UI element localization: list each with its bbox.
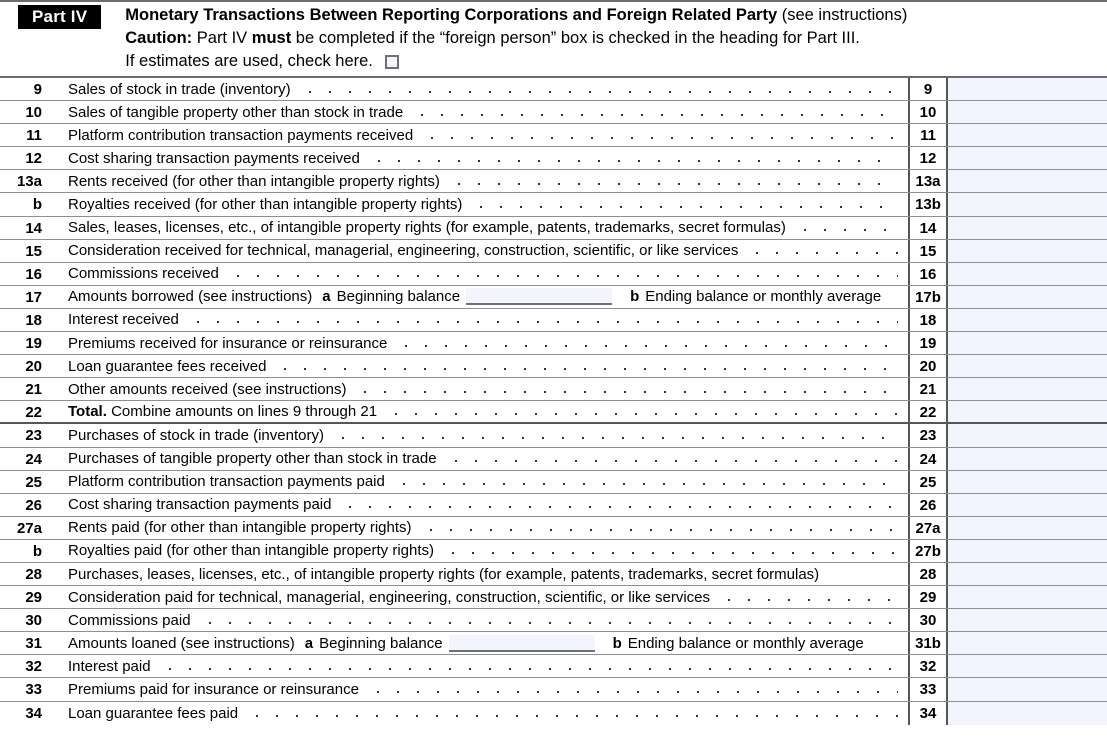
- leader-dots: [368, 680, 898, 699]
- line-number-box: 10: [908, 101, 948, 123]
- subfield-a-label: Beginning balance: [336, 288, 461, 306]
- leader-dots: [333, 426, 898, 445]
- table-row: [0, 309, 1107, 332]
- row-line-label: 22: [25, 404, 42, 422]
- row-line-label: 32: [25, 658, 42, 676]
- table-row: [0, 355, 1107, 378]
- row-line-label: 26: [25, 496, 42, 514]
- row-description-text: Purchases, leases, licenses, etc., of intangible property rights (for example, patents, trademarks, secret formulas): [68, 565, 820, 583]
- row-line-label: 9: [33, 81, 42, 98]
- line-number-box: 20: [908, 355, 948, 377]
- table-row: [0, 286, 1107, 309]
- row-description: [50, 609, 908, 631]
- amount-input[interactable]: [948, 286, 1107, 308]
- amount-input[interactable]: [948, 147, 1107, 169]
- leader-dots: [443, 541, 898, 560]
- line-number-box: 18: [908, 309, 948, 331]
- row-description-text: Interest received: [68, 311, 179, 329]
- leader-dots: [340, 495, 898, 514]
- row-line-label: 20: [25, 358, 42, 376]
- row-line-label: 28: [25, 565, 42, 583]
- table-row: [0, 563, 1107, 586]
- table-row: [0, 124, 1107, 147]
- row-description: [50, 448, 908, 470]
- leader-dots: [300, 80, 898, 99]
- table-row: [0, 424, 1107, 447]
- table-row: [0, 101, 1107, 124]
- leader-dots: [394, 472, 898, 491]
- line-number-box: 27b: [908, 540, 948, 562]
- row-description: [50, 494, 908, 516]
- row-description-text: Other amounts received (see instructions): [68, 380, 347, 398]
- table-row: [0, 332, 1107, 355]
- row-description: [50, 217, 908, 239]
- row-description: [50, 702, 908, 725]
- row-line-label: 11: [26, 127, 42, 145]
- row-description: [50, 517, 908, 539]
- row-line-label: 15: [25, 242, 42, 260]
- row-line-label: 10: [25, 104, 42, 122]
- table-row: [0, 217, 1107, 240]
- amount-input[interactable]: [948, 170, 1107, 192]
- line-number-box: 28: [908, 563, 948, 585]
- caution-line: [125, 27, 1097, 50]
- row-description-text: Commissions received: [68, 265, 219, 283]
- row-line-label: 29: [25, 589, 42, 607]
- estimates-label: If estimates are used, check here.: [125, 52, 373, 70]
- row-line-label: b: [32, 542, 42, 560]
- line-number-box: 21: [908, 378, 948, 400]
- amount-input[interactable]: [948, 378, 1107, 400]
- line-number-box: 17b: [908, 286, 948, 308]
- leader-dots: [188, 310, 898, 329]
- row-description: [50, 240, 908, 262]
- amount-input[interactable]: [948, 540, 1107, 562]
- row-description: [50, 355, 908, 377]
- row-line-label: 14: [25, 219, 42, 237]
- amount-input[interactable]: [948, 678, 1107, 700]
- row-description-text: Premiums received for insurance or reinsurance: [68, 334, 388, 352]
- row-line-label: 18: [25, 311, 42, 329]
- table-row: [0, 193, 1107, 216]
- beginning-balance-input[interactable]: [466, 288, 612, 305]
- amount-input[interactable]: [948, 702, 1107, 725]
- row-description: [50, 193, 908, 215]
- row-description: [50, 286, 908, 308]
- amount-input[interactable]: [948, 401, 1107, 422]
- row-description: [50, 401, 908, 422]
- line-number-box: 30: [908, 609, 948, 631]
- amount-input[interactable]: [948, 263, 1107, 285]
- row-description-text: Interest paid: [68, 657, 151, 675]
- row-description: [50, 263, 908, 285]
- row-line-label: 34: [25, 704, 42, 722]
- part-title-see-instructions: (see instructions): [777, 6, 908, 24]
- leader-dots: [160, 657, 898, 676]
- caution-must: must: [251, 29, 292, 47]
- leader-dots: [747, 241, 898, 260]
- amount-input[interactable]: [948, 632, 1107, 654]
- line-number-box: 11: [908, 124, 948, 146]
- row-description: [50, 586, 908, 608]
- row-description-text: Cost sharing transaction payments paid: [68, 496, 332, 514]
- line-number-box: 25: [908, 471, 948, 493]
- leader-dots: [396, 334, 898, 353]
- row-description: [50, 540, 908, 562]
- row-line-label: 25: [25, 473, 42, 491]
- table-row: [0, 517, 1107, 540]
- line-number-box: 13a: [908, 170, 948, 192]
- amount-input[interactable]: [948, 563, 1107, 585]
- table-row: [0, 678, 1107, 701]
- row-line-label: 19: [25, 335, 42, 353]
- line-number-box: 27a: [908, 517, 948, 539]
- amount-input[interactable]: [948, 424, 1107, 446]
- row-line-label: 13a: [16, 173, 42, 191]
- row-description-text: Rents paid (for other than intangible property rights): [68, 519, 412, 537]
- row-description: [50, 655, 908, 677]
- amount-input[interactable]: [948, 517, 1107, 539]
- table-row: [0, 147, 1107, 170]
- line-number-box: 15: [908, 240, 948, 262]
- line-number-box: 34: [908, 702, 948, 725]
- subfield-b-letter: b: [630, 288, 640, 306]
- row-description-text: Commissions paid: [68, 611, 191, 629]
- table-row: [0, 78, 1107, 101]
- amount-input[interactable]: [948, 586, 1107, 608]
- amount-input[interactable]: [948, 471, 1107, 493]
- beginning-balance-input[interactable]: [449, 635, 595, 652]
- subfield-a-label: Beginning balance: [319, 634, 443, 652]
- caution-text-2: be completed if the “foreign person” box is checked in the heading for Part III.: [291, 29, 860, 47]
- leader-dots: [449, 172, 898, 191]
- amount-input[interactable]: [948, 124, 1107, 146]
- row-line-label: 16: [25, 265, 42, 283]
- line-number-box: 29: [908, 586, 948, 608]
- row-line-label: 30: [25, 612, 42, 630]
- row-line-label: 31: [25, 635, 42, 653]
- row-line-label: 17: [25, 288, 42, 306]
- row-subfields: [312, 286, 898, 308]
- line-number-box: 23: [908, 424, 948, 446]
- table-row: [0, 540, 1107, 563]
- row-description: [50, 124, 908, 146]
- subfield-a-letter: a: [322, 288, 331, 306]
- row-description-rest: Combine amounts on lines 9 through 21: [111, 403, 378, 421]
- part-iv-header: [0, 0, 1107, 76]
- row-description: [50, 170, 908, 192]
- part-iv-line-table: [0, 76, 1107, 725]
- estimates-line: [125, 50, 1097, 73]
- amount-input[interactable]: [948, 240, 1107, 262]
- estimates-checkbox[interactable]: [385, 55, 399, 69]
- table-row: [0, 494, 1107, 517]
- row-line-label: 12: [25, 150, 42, 168]
- row-line-label: 24: [25, 450, 42, 468]
- row-description-text: Loan guarantee fees received: [68, 357, 267, 375]
- table-row: [0, 401, 1107, 424]
- row-description-text: Purchases of stock in trade (inventory): [68, 426, 324, 444]
- leader-dots: [275, 357, 898, 376]
- leader-dots: [795, 218, 898, 237]
- row-description: [50, 424, 908, 446]
- amount-input[interactable]: [948, 494, 1107, 516]
- row-description-text: Sales of stock in trade (inventory): [68, 80, 291, 98]
- leader-dots: [355, 380, 898, 399]
- caution-label: Caution:: [125, 29, 193, 47]
- leader-dots: [386, 402, 898, 421]
- row-line-label: 33: [25, 681, 42, 699]
- amount-input[interactable]: [948, 609, 1107, 631]
- leader-dots: [719, 588, 898, 607]
- line-number-box: 31b: [908, 632, 948, 654]
- row-description-text: Consideration paid for technical, managerial, engineering, construction, scientific, or like services: [68, 588, 710, 606]
- row-line-label: 27a: [16, 519, 42, 537]
- part-header-text-block: [125, 2, 1097, 73]
- table-row: [0, 170, 1107, 193]
- line-number-box: 33: [908, 678, 948, 700]
- table-row: [0, 471, 1107, 494]
- line-number-box: 26: [908, 494, 948, 516]
- row-description-text: Sales of tangible property other than stock in trade: [68, 103, 404, 121]
- subfield-a-letter: a: [304, 634, 314, 652]
- line-number-box: 12: [908, 147, 948, 169]
- leader-dots: [228, 264, 898, 283]
- line-number-box: 14: [908, 217, 948, 239]
- amount-input[interactable]: [948, 332, 1107, 354]
- leader-dots: [446, 449, 898, 468]
- line-number-box: 24: [908, 448, 948, 470]
- leader-dots: [200, 611, 898, 630]
- row-line-label: b: [32, 196, 42, 214]
- table-row: [0, 632, 1107, 655]
- line-number-box: 13b: [908, 193, 948, 215]
- part-title: [125, 4, 1097, 27]
- row-description-text: Amounts loaned (see instructions): [68, 634, 295, 652]
- line-number-box: 32: [908, 655, 948, 677]
- amount-input[interactable]: [948, 217, 1107, 239]
- row-description-text: Sales, leases, licenses, etc., of intangible property rights (for example, patents, trademarks, secret formulas): [68, 219, 786, 237]
- row-description-text: Consideration received for technical, managerial, engineering, construction, scientific, or like services: [68, 242, 739, 260]
- table-row: [0, 378, 1107, 401]
- line-number-box: 16: [908, 263, 948, 285]
- row-line-label: 21: [25, 381, 42, 399]
- leader-dots: [369, 149, 898, 168]
- subfield-b-label: Ending balance or monthly average: [627, 634, 864, 652]
- row-description-text: Cost sharing transaction payments received: [68, 149, 360, 167]
- row-description-text: Rents received (for other than intangible property rights): [68, 172, 440, 190]
- row-description: [50, 632, 908, 654]
- leader-dots: [247, 704, 898, 723]
- amount-input[interactable]: [948, 193, 1107, 215]
- row-description-text: Purchases of tangible property other than stock in trade: [68, 450, 437, 468]
- table-row: [0, 240, 1107, 263]
- table-row: [0, 448, 1107, 471]
- row-description-bold-prefix: Total.: [68, 403, 107, 421]
- amount-input[interactable]: [948, 101, 1107, 123]
- row-description: [50, 78, 908, 100]
- table-row: [0, 586, 1107, 609]
- row-description-text: Loan guarantee fees paid: [68, 704, 239, 722]
- row-description: [50, 471, 908, 493]
- leader-dots: [422, 126, 898, 145]
- row-description-text: Platform contribution transaction payments paid: [68, 473, 385, 491]
- amount-input[interactable]: [948, 309, 1107, 331]
- subfield-b-label: Ending balance or monthly average: [645, 288, 882, 306]
- row-description-text: [68, 401, 377, 422]
- line-number-box: 22: [908, 401, 948, 422]
- row-subfields: [295, 632, 898, 654]
- row-description: [50, 378, 908, 400]
- row-description: [50, 147, 908, 169]
- row-description-text: Platform contribution transaction payments received: [68, 126, 414, 144]
- row-description: [50, 563, 908, 585]
- leader-dots: [471, 195, 898, 214]
- amount-input[interactable]: [948, 78, 1107, 100]
- row-description: [50, 678, 908, 700]
- subfield-b-letter: b: [612, 634, 622, 652]
- line-number-box: 9: [908, 78, 948, 100]
- amount-input[interactable]: [948, 655, 1107, 677]
- part-number-tag: Part IV: [18, 5, 101, 29]
- row-description-text: Amounts borrowed (see instructions): [68, 288, 313, 306]
- row-description: [50, 309, 908, 331]
- line-number-box: 19: [908, 332, 948, 354]
- leader-dots: [421, 518, 898, 537]
- table-row: [0, 655, 1107, 678]
- amount-input[interactable]: [948, 448, 1107, 470]
- leader-dots: [412, 103, 898, 122]
- table-row: [0, 609, 1107, 632]
- row-description-text: Premiums paid for insurance or reinsurance: [68, 680, 359, 698]
- part-title-bold: Monetary Transactions Between Reporting Corporations and Foreign Related Party: [125, 6, 778, 24]
- row-description: [50, 332, 908, 354]
- table-row: [0, 263, 1107, 286]
- caution-text-1: Part IV: [192, 29, 252, 47]
- table-row: [0, 702, 1107, 725]
- row-description-text: Royalties paid (for other than intangible property rights): [68, 542, 435, 560]
- row-description-text: Royalties received (for other than intangible property rights): [68, 196, 463, 214]
- row-line-label: 23: [25, 427, 42, 445]
- amount-input[interactable]: [948, 355, 1107, 377]
- row-description: [50, 101, 908, 123]
